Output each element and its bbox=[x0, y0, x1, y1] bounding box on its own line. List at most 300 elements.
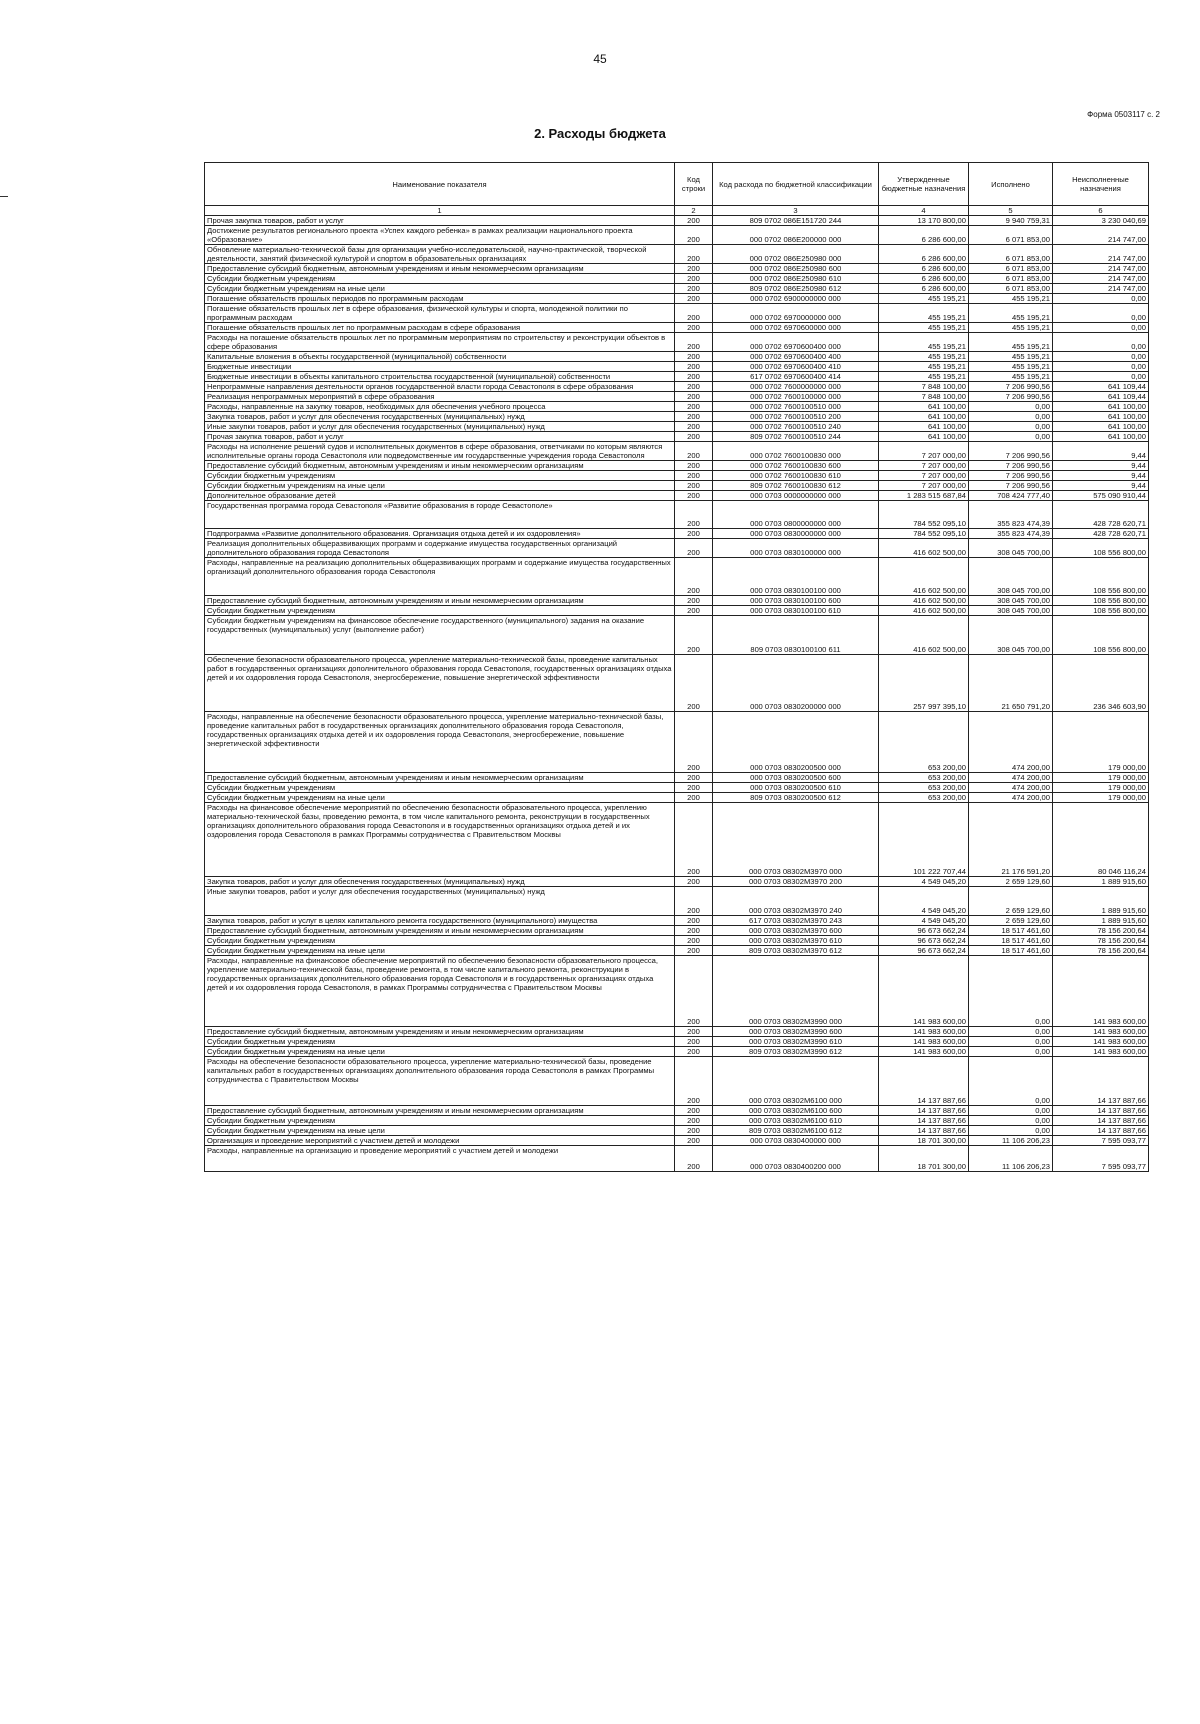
row-unexecuted: 78 156 200,64 bbox=[1053, 946, 1149, 956]
row-name: Субсидии бюджетным учреждениям на иные цели bbox=[205, 1047, 675, 1057]
row-name: Государственная программа города Севастополя «Развитие образования в городе Севастополе» bbox=[205, 501, 675, 529]
row-executed: 308 045 700,00 bbox=[969, 616, 1053, 655]
row-classification-code: 000 0703 0830400000 000 bbox=[713, 1136, 879, 1146]
row-executed: 0,00 bbox=[969, 422, 1053, 432]
row-line-code: 200 bbox=[675, 783, 713, 793]
row-approved: 7 848 100,00 bbox=[879, 382, 969, 392]
row-unexecuted: 9,44 bbox=[1053, 442, 1149, 461]
row-unexecuted: 179 000,00 bbox=[1053, 793, 1149, 803]
row-line-code: 200 bbox=[675, 264, 713, 274]
row-approved: 18 701 300,00 bbox=[879, 1146, 969, 1172]
row-line-code: 200 bbox=[675, 352, 713, 362]
row-approved: 653 200,00 bbox=[879, 793, 969, 803]
table-row bbox=[205, 362, 1149, 372]
row-unexecuted: 179 000,00 bbox=[1053, 712, 1149, 773]
row-executed: 455 195,21 bbox=[969, 333, 1053, 352]
row-unexecuted: 3 230 040,69 bbox=[1053, 216, 1149, 226]
row-unexecuted: 179 000,00 bbox=[1053, 783, 1149, 793]
row-classification-code: 000 0703 0830400200 000 bbox=[713, 1146, 879, 1172]
row-approved: 7 848 100,00 bbox=[879, 392, 969, 402]
row-classification-code: 000 0703 08302М6100 600 bbox=[713, 1106, 879, 1116]
row-line-code: 200 bbox=[675, 442, 713, 461]
header-line-code: Код строки bbox=[675, 163, 713, 206]
row-line-code: 200 bbox=[675, 226, 713, 245]
table-row bbox=[205, 606, 1149, 616]
row-line-code: 200 bbox=[675, 529, 713, 539]
row-name: Расходы, направленные на финансовое обеспечение мероприятий по обеспечению безопасности образовательного процесса, укрепление материально-технической базы, проведение ремонта, в том числе капитального ремонта, реконструкции в государственных организациях дополнительного образования города Севастополя и в государственных организациях отдыха детей и их оздоровления города Севастополя, в рамках Программы сотрудничества с Правительством Москвы bbox=[205, 956, 675, 1027]
row-name: Предоставление субсидий бюджетным, автономным учреждениям и иным некоммерческим организациям bbox=[205, 264, 675, 274]
row-approved: 641 100,00 bbox=[879, 422, 969, 432]
row-name: Расходы, направленные на закупку товаров, необходимых для обеспечения учебного процесса bbox=[205, 402, 675, 412]
row-classification-code: 000 0703 0830100100 000 bbox=[713, 558, 879, 596]
table-row bbox=[205, 481, 1149, 491]
row-classification-code: 000 0703 08302М3990 000 bbox=[713, 956, 879, 1027]
table-row bbox=[205, 1027, 1149, 1037]
table-row bbox=[205, 887, 1149, 916]
row-name: Расходы на погашение обязательств прошлых лет по программным мероприятиям по строительству и реконструкции объектов в сфере образования bbox=[205, 333, 675, 352]
row-unexecuted: 14 137 887,66 bbox=[1053, 1057, 1149, 1106]
table-row bbox=[205, 529, 1149, 539]
row-line-code: 200 bbox=[675, 372, 713, 382]
row-line-code: 200 bbox=[675, 382, 713, 392]
row-approved: 416 602 500,00 bbox=[879, 558, 969, 596]
row-unexecuted: 14 137 887,66 bbox=[1053, 1126, 1149, 1136]
table-row bbox=[205, 304, 1149, 323]
row-unexecuted: 7 595 093,77 bbox=[1053, 1136, 1149, 1146]
table-row bbox=[205, 916, 1149, 926]
row-line-code: 200 bbox=[675, 887, 713, 916]
row-name: Субсидии бюджетным учреждениям на финансовое обеспечение государственного (муниципального) задания на оказание государственных (муниципальных) услуг (выполнение работ) bbox=[205, 616, 675, 655]
row-approved: 7 207 000,00 bbox=[879, 442, 969, 461]
row-classification-code: 000 0703 0830000000 000 bbox=[713, 529, 879, 539]
row-line-code: 200 bbox=[675, 793, 713, 803]
row-classification-code: 809 0703 0830200500 612 bbox=[713, 793, 879, 803]
row-classification-code: 617 0703 08302М3970 243 bbox=[713, 916, 879, 926]
row-classification-code: 000 0703 08302М3990 600 bbox=[713, 1027, 879, 1037]
row-classification-code: 000 0702 7600100000 000 bbox=[713, 392, 879, 402]
row-line-code: 200 bbox=[675, 1116, 713, 1126]
row-classification-code: 809 0702 086E151720 244 bbox=[713, 216, 879, 226]
row-name: Расходы, направленные на реализацию дополнительных общеразвивающих программ и содержание имущества государственных организаций дополнительного образования города Севастополя bbox=[205, 558, 675, 596]
row-executed: 474 200,00 bbox=[969, 793, 1053, 803]
row-classification-code: 000 0703 08302М3970 240 bbox=[713, 887, 879, 916]
row-executed: 0,00 bbox=[969, 402, 1053, 412]
row-line-code: 200 bbox=[675, 362, 713, 372]
row-name: Субсидии бюджетным учреждениям на иные цели bbox=[205, 284, 675, 294]
table-row bbox=[205, 333, 1149, 352]
column-number: 1 bbox=[205, 206, 675, 216]
row-approved: 653 200,00 bbox=[879, 783, 969, 793]
row-unexecuted: 141 983 600,00 bbox=[1053, 956, 1149, 1027]
header-executed: Исполнено bbox=[969, 163, 1053, 206]
row-line-code: 200 bbox=[675, 1136, 713, 1146]
row-name: Погашение обязательств прошлых лет по программным расходам в сфере образования bbox=[205, 323, 675, 333]
row-unexecuted: 641 100,00 bbox=[1053, 402, 1149, 412]
row-classification-code: 000 0703 0830200500 000 bbox=[713, 712, 879, 773]
row-classification-code: 000 0703 08302М6100 610 bbox=[713, 1116, 879, 1126]
row-unexecuted: 0,00 bbox=[1053, 333, 1149, 352]
table-row bbox=[205, 372, 1149, 382]
row-approved: 7 207 000,00 bbox=[879, 471, 969, 481]
row-unexecuted: 14 137 887,66 bbox=[1053, 1116, 1149, 1126]
table-row bbox=[205, 491, 1149, 501]
row-classification-code: 000 0702 7600100830 000 bbox=[713, 442, 879, 461]
row-executed: 6 071 853,00 bbox=[969, 245, 1053, 264]
row-approved: 14 137 887,66 bbox=[879, 1116, 969, 1126]
row-approved: 784 552 095,10 bbox=[879, 529, 969, 539]
table-row bbox=[205, 1057, 1149, 1106]
table-row bbox=[205, 442, 1149, 461]
row-classification-code: 000 0703 0830200500 610 bbox=[713, 783, 879, 793]
row-name: Капитальные вложения в объекты государственной (муниципальной) собственности bbox=[205, 352, 675, 362]
row-name: Расходы, направленные на обеспечение безопасности образовательного процесса, укрепление материально-технической базы, проведение капитальных работ в государственных организациях дополнительного образования города Севастополя, государственных организациях отдыха детей и их оздоровления города Севастополя, энергосбережение, повышение энергетической эффективности bbox=[205, 712, 675, 773]
row-line-code: 200 bbox=[675, 481, 713, 491]
row-name: Непрограммные направления деятельности органов государственной власти города Севастополя в сфере образования bbox=[205, 382, 675, 392]
table-row bbox=[205, 1146, 1149, 1172]
row-executed: 0,00 bbox=[969, 1126, 1053, 1136]
row-line-code: 200 bbox=[675, 946, 713, 956]
row-name: Субсидии бюджетным учреждениям на иные цели bbox=[205, 481, 675, 491]
row-executed: 0,00 bbox=[969, 432, 1053, 442]
row-unexecuted: 214 747,00 bbox=[1053, 274, 1149, 284]
row-executed: 355 823 474,39 bbox=[969, 529, 1053, 539]
row-executed: 18 517 461,60 bbox=[969, 926, 1053, 936]
row-name: Бюджетные инвестиции bbox=[205, 362, 675, 372]
row-classification-code: 809 0702 7600100830 612 bbox=[713, 481, 879, 491]
row-name: Субсидии бюджетным учреждениям на иные цели bbox=[205, 946, 675, 956]
row-unexecuted: 9,44 bbox=[1053, 461, 1149, 471]
row-approved: 14 137 887,66 bbox=[879, 1126, 969, 1136]
table-row bbox=[205, 352, 1149, 362]
row-executed: 2 659 129,60 bbox=[969, 887, 1053, 916]
row-unexecuted: 1 889 915,60 bbox=[1053, 877, 1149, 887]
row-approved: 4 549 045,20 bbox=[879, 877, 969, 887]
row-name: Прочая закупка товаров, работ и услуг bbox=[205, 432, 675, 442]
row-unexecuted: 0,00 bbox=[1053, 294, 1149, 304]
row-approved: 14 137 887,66 bbox=[879, 1057, 969, 1106]
row-name: Закупка товаров, работ и услуг в целях капитального ремонта государственного (муниципального) имущества bbox=[205, 916, 675, 926]
row-name: Предоставление субсидий бюджетным, автономным учреждениям и иным некоммерческим организациям bbox=[205, 773, 675, 783]
row-unexecuted: 141 983 600,00 bbox=[1053, 1037, 1149, 1047]
table-row bbox=[205, 558, 1149, 596]
row-line-code: 200 bbox=[675, 245, 713, 264]
header-unexecuted: Неисполненные назначения bbox=[1053, 163, 1149, 206]
row-classification-code: 000 0702 086E200000 000 bbox=[713, 226, 879, 245]
row-approved: 13 170 800,00 bbox=[879, 216, 969, 226]
row-classification-code: 000 0703 0800000000 000 bbox=[713, 501, 879, 529]
expenditure-table bbox=[204, 162, 1149, 1172]
row-executed: 2 659 129,60 bbox=[969, 916, 1053, 926]
row-unexecuted: 7 595 093,77 bbox=[1053, 1146, 1149, 1172]
row-line-code: 200 bbox=[675, 1126, 713, 1136]
table-row bbox=[205, 432, 1149, 442]
row-executed: 455 195,21 bbox=[969, 372, 1053, 382]
row-executed: 308 045 700,00 bbox=[969, 596, 1053, 606]
table-row bbox=[205, 1136, 1149, 1146]
row-unexecuted: 641 100,00 bbox=[1053, 432, 1149, 442]
row-unexecuted: 214 747,00 bbox=[1053, 284, 1149, 294]
row-executed: 0,00 bbox=[969, 1057, 1053, 1106]
row-line-code: 200 bbox=[675, 491, 713, 501]
row-unexecuted: 179 000,00 bbox=[1053, 773, 1149, 783]
row-executed: 708 424 777,40 bbox=[969, 491, 1053, 501]
row-executed: 7 206 990,56 bbox=[969, 471, 1053, 481]
row-name: Расходы на исполнение решений судов и исполнительных документов в сфере образования, ответчиками по которым являются исполнительные органы города Севастополя или подведомственные им государственные учреждения города Севастополя bbox=[205, 442, 675, 461]
row-name: Иные закупки товаров, работ и услуг для обеспечения государственных (муниципальных) нужд bbox=[205, 887, 675, 916]
row-unexecuted: 0,00 bbox=[1053, 372, 1149, 382]
row-line-code: 200 bbox=[675, 471, 713, 481]
row-line-code: 200 bbox=[675, 712, 713, 773]
row-classification-code: 000 0702 7600100510 200 bbox=[713, 412, 879, 422]
column-number-row bbox=[205, 206, 1149, 216]
row-name: Субсидии бюджетным учреждениям bbox=[205, 1037, 675, 1047]
table-row bbox=[205, 655, 1149, 712]
row-unexecuted: 575 090 910,44 bbox=[1053, 491, 1149, 501]
row-name: Дополнительное образование детей bbox=[205, 491, 675, 501]
row-approved: 257 997 395,10 bbox=[879, 655, 969, 712]
table-row bbox=[205, 471, 1149, 481]
row-name: Предоставление субсидий бюджетным, автономным учреждениям и иным некоммерческим организациям bbox=[205, 596, 675, 606]
row-classification-code: 000 0703 0830200000 000 bbox=[713, 655, 879, 712]
table-body bbox=[205, 216, 1149, 1172]
row-executed: 474 200,00 bbox=[969, 712, 1053, 773]
row-line-code: 200 bbox=[675, 956, 713, 1027]
row-approved: 6 286 600,00 bbox=[879, 245, 969, 264]
row-classification-code: 617 0702 6970600400 414 bbox=[713, 372, 879, 382]
table-row bbox=[205, 226, 1149, 245]
row-line-code: 200 bbox=[675, 432, 713, 442]
row-name: Организация и проведение мероприятий с участием детей и молодежи bbox=[205, 1136, 675, 1146]
row-name: Субсидии бюджетным учреждениям bbox=[205, 783, 675, 793]
row-approved: 6 286 600,00 bbox=[879, 274, 969, 284]
row-name: Прочая закупка товаров, работ и услуг bbox=[205, 216, 675, 226]
row-unexecuted: 108 556 800,00 bbox=[1053, 606, 1149, 616]
row-executed: 9 940 759,31 bbox=[969, 216, 1053, 226]
table-row bbox=[205, 616, 1149, 655]
row-unexecuted: 641 100,00 bbox=[1053, 422, 1149, 432]
row-approved: 6 286 600,00 bbox=[879, 264, 969, 274]
row-classification-code: 000 0703 0000000000 000 bbox=[713, 491, 879, 501]
row-approved: 4 549 045,20 bbox=[879, 887, 969, 916]
row-approved: 6 286 600,00 bbox=[879, 226, 969, 245]
row-executed: 6 071 853,00 bbox=[969, 274, 1053, 284]
row-unexecuted: 80 046 116,24 bbox=[1053, 803, 1149, 877]
row-approved: 641 100,00 bbox=[879, 412, 969, 422]
table-row bbox=[205, 1037, 1149, 1047]
row-executed: 11 106 206,23 bbox=[969, 1146, 1053, 1172]
row-classification-code: 000 0702 7600100830 600 bbox=[713, 461, 879, 471]
row-executed: 7 206 990,56 bbox=[969, 442, 1053, 461]
row-name: Реализация непрограммных мероприятий в сфере образования bbox=[205, 392, 675, 402]
row-classification-code: 000 0703 08302М3970 600 bbox=[713, 926, 879, 936]
column-number: 4 bbox=[879, 206, 969, 216]
row-line-code: 200 bbox=[675, 1047, 713, 1057]
table-row bbox=[205, 323, 1149, 333]
column-number: 3 bbox=[713, 206, 879, 216]
row-approved: 416 602 500,00 bbox=[879, 539, 969, 558]
header-classification-code: Код расхода по бюджетной классификации bbox=[713, 163, 879, 206]
row-unexecuted: 214 747,00 bbox=[1053, 226, 1149, 245]
table-row bbox=[205, 926, 1149, 936]
row-line-code: 200 bbox=[675, 606, 713, 616]
table-row bbox=[205, 946, 1149, 956]
table-row bbox=[205, 264, 1149, 274]
row-line-code: 200 bbox=[675, 1106, 713, 1116]
row-unexecuted: 428 728 620,71 bbox=[1053, 529, 1149, 539]
row-name: Закупка товаров, работ и услуг для обеспечения государственных (муниципальных) нужд bbox=[205, 412, 675, 422]
row-classification-code: 000 0703 0830100000 000 bbox=[713, 539, 879, 558]
row-line-code: 200 bbox=[675, 392, 713, 402]
row-classification-code: 809 0703 0830100100 611 bbox=[713, 616, 879, 655]
row-executed: 21 650 791,20 bbox=[969, 655, 1053, 712]
row-line-code: 200 bbox=[675, 616, 713, 655]
row-unexecuted: 214 747,00 bbox=[1053, 245, 1149, 264]
row-line-code: 200 bbox=[675, 773, 713, 783]
row-line-code: 200 bbox=[675, 558, 713, 596]
table-row bbox=[205, 1116, 1149, 1126]
row-executed: 11 106 206,23 bbox=[969, 1136, 1053, 1146]
table-row bbox=[205, 793, 1149, 803]
row-unexecuted: 1 889 915,60 bbox=[1053, 916, 1149, 926]
row-unexecuted: 108 556 800,00 bbox=[1053, 616, 1149, 655]
row-classification-code: 000 0703 08302М3970 200 bbox=[713, 877, 879, 887]
row-line-code: 200 bbox=[675, 936, 713, 946]
row-executed: 6 071 853,00 bbox=[969, 284, 1053, 294]
row-approved: 101 222 707,44 bbox=[879, 803, 969, 877]
table-row bbox=[205, 1047, 1149, 1057]
row-classification-code: 809 0702 086E250980 612 bbox=[713, 284, 879, 294]
row-unexecuted: 78 156 200,64 bbox=[1053, 926, 1149, 936]
row-name: Субсидии бюджетным учреждениям на иные цели bbox=[205, 1126, 675, 1136]
row-name: Подпрограмма «Развитие дополнительного образования. Организация отдыха детей и их оздоровления» bbox=[205, 529, 675, 539]
row-line-code: 200 bbox=[675, 284, 713, 294]
row-name: Субсидии бюджетным учреждениям на иные цели bbox=[205, 793, 675, 803]
row-unexecuted: 641 109,44 bbox=[1053, 392, 1149, 402]
row-approved: 416 602 500,00 bbox=[879, 596, 969, 606]
row-unexecuted: 14 137 887,66 bbox=[1053, 1106, 1149, 1116]
row-name: Иные закупки товаров, работ и услуг для обеспечения государственных (муниципальных) нужд bbox=[205, 422, 675, 432]
table-row bbox=[205, 1106, 1149, 1116]
row-unexecuted: 108 556 800,00 bbox=[1053, 539, 1149, 558]
row-approved: 641 100,00 bbox=[879, 432, 969, 442]
row-line-code: 200 bbox=[675, 412, 713, 422]
row-line-code: 200 bbox=[675, 539, 713, 558]
row-unexecuted: 428 728 620,71 bbox=[1053, 501, 1149, 529]
table-row bbox=[205, 1126, 1149, 1136]
row-line-code: 200 bbox=[675, 926, 713, 936]
row-approved: 141 983 600,00 bbox=[879, 1037, 969, 1047]
row-unexecuted: 108 556 800,00 bbox=[1053, 558, 1149, 596]
row-executed: 18 517 461,60 bbox=[969, 936, 1053, 946]
row-unexecuted: 641 100,00 bbox=[1053, 412, 1149, 422]
row-executed: 0,00 bbox=[969, 1047, 1053, 1057]
row-approved: 455 195,21 bbox=[879, 323, 969, 333]
row-classification-code: 000 0702 7600100510 000 bbox=[713, 402, 879, 412]
table-row bbox=[205, 392, 1149, 402]
table-row bbox=[205, 245, 1149, 264]
row-unexecuted: 9,44 bbox=[1053, 481, 1149, 491]
row-unexecuted: 141 983 600,00 bbox=[1053, 1027, 1149, 1037]
row-classification-code: 000 0703 08302М3990 610 bbox=[713, 1037, 879, 1047]
column-number: 2 bbox=[675, 206, 713, 216]
row-unexecuted: 214 747,00 bbox=[1053, 264, 1149, 274]
row-classification-code: 000 0702 6970600400 000 bbox=[713, 333, 879, 352]
row-classification-code: 000 0702 6970600400 410 bbox=[713, 362, 879, 372]
row-classification-code: 809 0703 08302М3970 612 bbox=[713, 946, 879, 956]
row-unexecuted: 9,44 bbox=[1053, 471, 1149, 481]
document-title: 2. Расходы бюджета bbox=[534, 126, 666, 141]
row-unexecuted: 0,00 bbox=[1053, 304, 1149, 323]
row-executed: 474 200,00 bbox=[969, 783, 1053, 793]
table-row bbox=[205, 382, 1149, 392]
table-row bbox=[205, 712, 1149, 773]
table-row bbox=[205, 412, 1149, 422]
column-number: 6 bbox=[1053, 206, 1149, 216]
row-executed: 7 206 990,56 bbox=[969, 382, 1053, 392]
row-approved: 96 673 662,24 bbox=[879, 936, 969, 946]
row-executed: 0,00 bbox=[969, 1106, 1053, 1116]
row-approved: 141 983 600,00 bbox=[879, 1027, 969, 1037]
row-executed: 0,00 bbox=[969, 1116, 1053, 1126]
table-row bbox=[205, 461, 1149, 471]
row-name: Расходы, направленные на организацию и проведение мероприятий с участием детей и молодежи bbox=[205, 1146, 675, 1172]
row-approved: 18 701 300,00 bbox=[879, 1136, 969, 1146]
row-name: Субсидии бюджетным учреждениям bbox=[205, 936, 675, 946]
row-approved: 1 283 515 687,84 bbox=[879, 491, 969, 501]
row-classification-code: 000 0703 0830100100 600 bbox=[713, 596, 879, 606]
row-approved: 7 207 000,00 bbox=[879, 481, 969, 491]
row-approved: 455 195,21 bbox=[879, 362, 969, 372]
row-executed: 455 195,21 bbox=[969, 294, 1053, 304]
row-name: Предоставление субсидий бюджетным, автономным учреждениям и иным некоммерческим организациям bbox=[205, 1106, 675, 1116]
row-approved: 455 195,21 bbox=[879, 304, 969, 323]
row-executed: 308 045 700,00 bbox=[969, 606, 1053, 616]
row-executed: 455 195,21 bbox=[969, 362, 1053, 372]
row-executed: 355 823 474,39 bbox=[969, 501, 1053, 529]
row-line-code: 200 bbox=[675, 216, 713, 226]
row-approved: 653 200,00 bbox=[879, 712, 969, 773]
header-name: Наименование показателя bbox=[205, 163, 675, 206]
form-code: Форма 0503117 с. 2 bbox=[1087, 110, 1160, 119]
row-name: Субсидии бюджетным учреждениям bbox=[205, 1116, 675, 1126]
row-name: Расходы на обеспечение безопасности образовательного процесса, укрепление материально-технической базы, проведение капитальных работ в государственных организациях дополнительного образования города Севастополя в рамках Программы сотрудничества с Правительством Москвы bbox=[205, 1057, 675, 1106]
row-line-code: 200 bbox=[675, 655, 713, 712]
row-executed: 2 659 129,60 bbox=[969, 877, 1053, 887]
row-unexecuted: 641 109,44 bbox=[1053, 382, 1149, 392]
row-line-code: 200 bbox=[675, 274, 713, 284]
row-approved: 96 673 662,24 bbox=[879, 926, 969, 936]
row-unexecuted: 236 346 603,90 bbox=[1053, 655, 1149, 712]
row-approved: 455 195,21 bbox=[879, 294, 969, 304]
row-classification-code: 809 0703 08302М3990 612 bbox=[713, 1047, 879, 1057]
row-name: Погашение обязательств прошлых периодов по программным расходам bbox=[205, 294, 675, 304]
row-approved: 455 195,21 bbox=[879, 372, 969, 382]
row-executed: 0,00 bbox=[969, 1037, 1053, 1047]
row-executed: 18 517 461,60 bbox=[969, 946, 1053, 956]
row-approved: 4 549 045,20 bbox=[879, 916, 969, 926]
row-name: Достижение результатов регионального проекта «Успех каждого ребенка» в рамках реализации национального проекта «Образование» bbox=[205, 226, 675, 245]
row-unexecuted: 78 156 200,64 bbox=[1053, 936, 1149, 946]
row-name: Бюджетные инвестиции в объекты капитального строительства государственной (муниципальной) собственности bbox=[205, 372, 675, 382]
row-line-code: 200 bbox=[675, 1037, 713, 1047]
row-classification-code: 000 0702 7600000000 000 bbox=[713, 382, 879, 392]
row-classification-code: 000 0702 6900000000 000 bbox=[713, 294, 879, 304]
row-unexecuted: 141 983 600,00 bbox=[1053, 1047, 1149, 1057]
row-classification-code: 000 0702 6970600000 000 bbox=[713, 323, 879, 333]
row-name: Предоставление субсидий бюджетным, автономным учреждениям и иным некоммерческим организациям bbox=[205, 461, 675, 471]
row-executed: 455 195,21 bbox=[969, 323, 1053, 333]
row-classification-code: 000 0702 086E250980 610 bbox=[713, 274, 879, 284]
